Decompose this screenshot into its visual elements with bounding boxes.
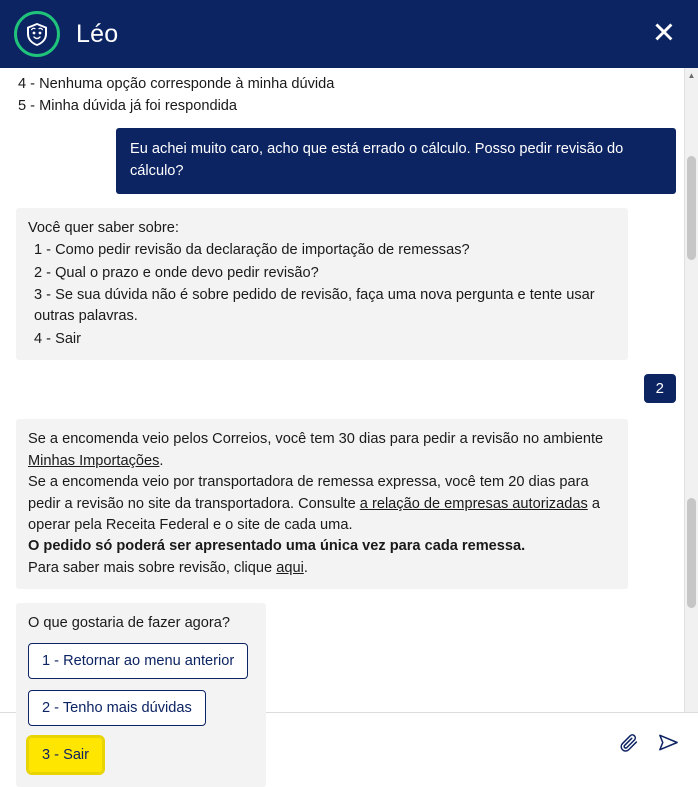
answer-text-4: a operar pela Receita Federal e o site de cada uma. xyxy=(28,495,600,534)
message-list xyxy=(0,68,698,764)
message-line: 4 - Sair xyxy=(34,330,82,347)
bot-answer-bubble xyxy=(16,419,628,589)
page-title: Léo xyxy=(76,19,119,48)
scrollbar-thumb-secondary[interactable] xyxy=(687,498,696,608)
answer-text-3: Se a encomenda veio por transportadora de remessa expressa, você tem 20 dias para pedir a revisão no site da transportadora. Consulte xyxy=(28,474,589,512)
list-item xyxy=(16,374,676,403)
user-message-bubble: Eu achei muito caro, acho que está errado o cálculo. Posso pedir revisão do cálculo? xyxy=(116,128,676,194)
chat-scroll-area[interactable] xyxy=(0,68,698,764)
list-item xyxy=(16,128,676,194)
user-selection-chip: 2 xyxy=(644,374,676,403)
message-line: 5 - Minha dúvida já foi respondida xyxy=(18,98,238,115)
link-minhas-importacoes[interactable]: Minhas Importações xyxy=(28,452,160,469)
message-line: 1 - Como pedir revisão da declaração de importação de remessas? xyxy=(34,242,470,259)
quick-reply-option-2[interactable]: 2 - Tenho mais dúvidas xyxy=(28,690,206,726)
quick-reply-question: O que gostaria de fazer agora? xyxy=(28,615,231,632)
lion-shield-icon xyxy=(14,11,60,57)
answer-text-bold: O pedido só poderá ser apresentado uma única vez para cada remessa. xyxy=(28,538,526,555)
message-line: 2 - Qual o prazo e onde devo pedir revisão? xyxy=(34,264,319,281)
message-line: 3 - Se sua dúvida não é sobre pedido de revisão, faça uma nova pergunta e tente usar outras palavras. xyxy=(34,286,595,325)
message-line: 4 - Nenhuma opção corresponde à minha dúvida xyxy=(18,76,335,92)
scrollbar-thumb[interactable] xyxy=(687,156,696,260)
link-aqui[interactable]: aqui xyxy=(276,559,304,576)
link-empresas-autorizadas[interactable]: a relação de empresas autorizadas xyxy=(359,495,588,512)
chat-header xyxy=(0,0,698,68)
message-line: Você quer saber sobre: xyxy=(28,219,179,236)
list-item xyxy=(16,74,628,118)
quick-reply-card xyxy=(16,603,266,787)
close-icon[interactable]: ✕ xyxy=(651,17,676,50)
answer-text-1: Se a encomenda veio pelos Correios, você tem 30 dias para pedir a revisão no ambiente xyxy=(28,431,604,448)
scroll-up-icon[interactable]: ▲ xyxy=(687,70,696,80)
scrollbar[interactable] xyxy=(684,68,698,712)
quick-reply-option-1[interactable]: 1 - Retornar ao menu anterior xyxy=(28,643,248,679)
answer-text-6: . xyxy=(303,559,308,576)
quick-reply-option-3[interactable]: 3 - Sair xyxy=(28,737,103,773)
answer-text-5: Para saber mais sobre revisão, clique xyxy=(28,559,277,576)
bot-message-bubble xyxy=(16,208,628,361)
answer-text-2: . xyxy=(159,452,164,469)
